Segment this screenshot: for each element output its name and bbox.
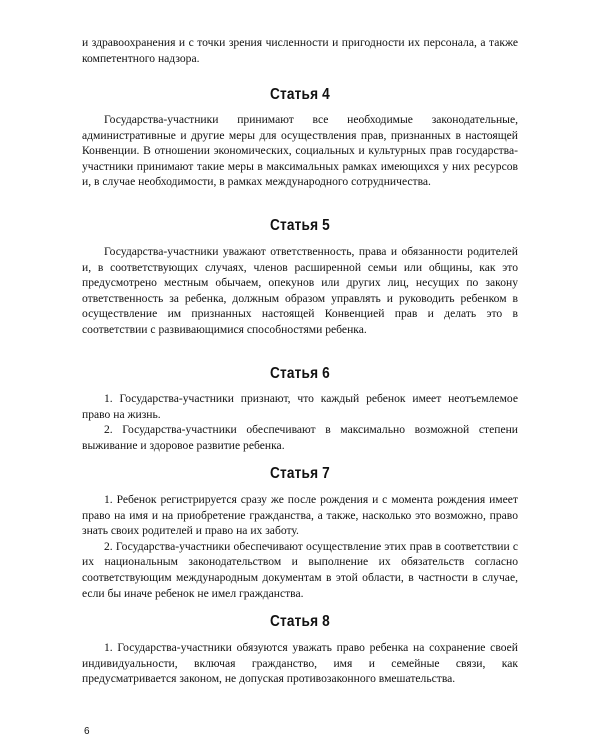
article-5-heading: Статья 5 bbox=[270, 217, 330, 234]
article-4-body bbox=[82, 112, 518, 190]
article-6-paragraph-1: 1. Государства-участники признают, что каждый ребенок имеет неотъемлемое право на жизнь. bbox=[82, 392, 518, 421]
intro-paragraph: и здравоохранения и с точки зрения численности и пригодности их персонала, а также компетентного надзора. bbox=[82, 36, 518, 65]
intro-block bbox=[82, 35, 518, 66]
article-7-paragraph-2: 2. Государства-участники обеспечивают осуществление этих прав в соответствии с их национальным законодательством и выполнение их обязательств согласно соответствующим международным документам в этой области, в частности в случае, если бы иначе ребенок не имел гражданства. bbox=[82, 539, 518, 600]
article-5-paragraph: Государства-участники уважают ответственность, права и обязанности родителей и, в соответствующих случаях, членов расширенной семьи или общины, как это предусмотрено местным обычаем, опекунов или других лиц, несущих по закону ответственность за ребенка, должным образом управлять и руководить ребенком в осуществление им признанных настоящей Конвенцией прав и делать это в соответствии с развивающимися способностями ребенка. bbox=[82, 245, 518, 336]
article-7-heading: Статья 7 bbox=[270, 465, 330, 482]
article-4-paragraph: Государства-участники принимают все необходимые законодательные, административные и другие меры для осуществления прав, признанных в настоящей Конвенции. В отношении экономических, социальных и культурных прав государства-участники принимают такие меры в максимальных рамках имеющихся у них ресурсов и, в случае необходимости, в рамках международного сотрудничества. bbox=[82, 113, 518, 189]
article-8-heading: Статья 8 bbox=[270, 613, 330, 630]
page-number: 6 bbox=[84, 726, 90, 737]
article-6-heading: Статья 6 bbox=[270, 365, 330, 382]
article-8-paragraph: 1. Государства-участники обязуются уважать право ребенка на сохранение своей индивидуальности, включая гражданство, имя и семейные связи, как предусматривается законом, не допуская противозаконного вмешательства. bbox=[82, 641, 518, 686]
article-4-heading: Статья 4 bbox=[270, 86, 330, 103]
article-5-body bbox=[82, 244, 518, 338]
article-6-body bbox=[82, 391, 518, 453]
article-6-paragraph-2: 2. Государства-участники обеспечивают в максимально возможной степени выживание и здоровое развитие ребенка. bbox=[82, 423, 518, 452]
article-7-body bbox=[82, 492, 518, 601]
article-7-paragraph-1: 1. Ребенок регистрируется сразу же после рождения и с момента рождения имеет право на имя и на приобретение гражданства, а также, насколько это возможно, право знать своих родителей и право на их заботу. bbox=[82, 493, 518, 538]
article-8-body bbox=[82, 640, 518, 687]
